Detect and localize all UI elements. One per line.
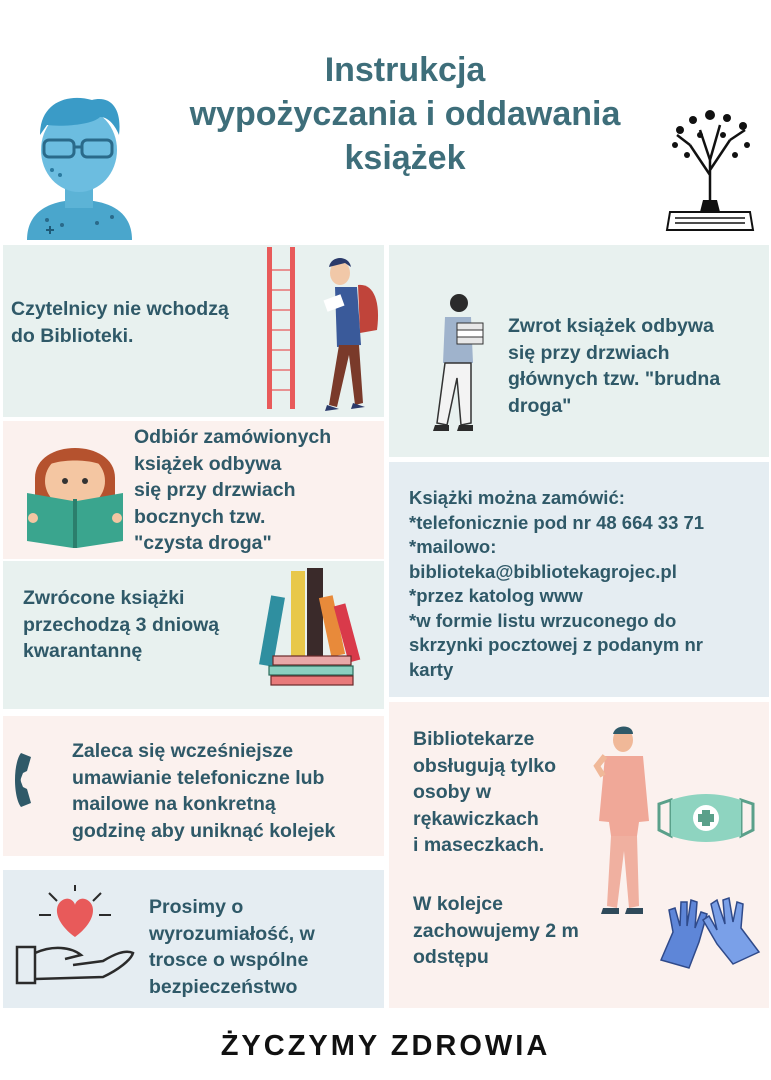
- text-line: *w formie listu wrzuconego do: [409, 609, 677, 631]
- page-title: [160, 48, 650, 180]
- text-line: zachowujemy 2 m: [413, 919, 579, 942]
- footer-wish: ŻYCZYMY ZDROWIA: [220, 1030, 551, 1062]
- text-line: Prosimy o: [149, 896, 244, 918]
- student-reading-icon: [265, 245, 381, 413]
- text-line: bezpieczeństwo: [149, 975, 298, 998]
- return-door-text: [508, 313, 720, 419]
- text-line: do Biblioteki.: [11, 324, 134, 347]
- text-line: Odbiór zamówionych: [134, 426, 332, 448]
- panel-return-door: [389, 245, 769, 457]
- header: [0, 0, 771, 240]
- no-entry-text: [11, 296, 229, 349]
- text-line: przechodzą 3 dniową: [23, 613, 220, 636]
- heart-in-hand-icon: [13, 885, 138, 985]
- order-text: [409, 486, 704, 682]
- panel-understanding: [3, 870, 384, 1008]
- doctor-icon: [595, 726, 655, 916]
- text-line: Bibliotekarze: [413, 728, 535, 750]
- text-line: Zaleca się wcześniejsze: [72, 740, 294, 762]
- text-line: *mailowo:: [409, 536, 497, 557]
- text-line: kwarantannę: [23, 640, 143, 662]
- text-line: głównych tzw. "brudna: [508, 368, 721, 390]
- title-line-2: wypożyczania i oddawania: [189, 95, 621, 133]
- phone-icon: [15, 751, 47, 809]
- title-line-3: książek: [344, 139, 466, 177]
- avatar-icon: [22, 95, 137, 240]
- text-line: *przez katolog www: [409, 585, 583, 606]
- quarantine-text: [23, 585, 219, 665]
- text-line: Zwrócone książki: [23, 587, 185, 609]
- text-line: i maseczkach.: [413, 834, 545, 856]
- text-line: umawianie telefoniczne lub: [72, 766, 325, 789]
- title-line-1: Instrukcja: [324, 51, 486, 89]
- text-line: droga": [508, 394, 572, 417]
- man-carrying-books-icon: [427, 293, 492, 438]
- text-line: "czysta droga": [134, 532, 272, 554]
- phone-text: [72, 738, 335, 844]
- text-line: Czytelnicy nie wchodzą: [11, 298, 229, 320]
- text-line: odstępu: [413, 946, 489, 968]
- library-tree-logo-icon: [665, 100, 755, 235]
- text-line: Zwrot książek odbywa: [508, 315, 714, 337]
- text-line: się przy drzwiach: [134, 479, 296, 501]
- text-line: *telefonicznie pod nr 48 664 33 71: [409, 511, 705, 533]
- text-line: książek odbywa: [134, 452, 282, 475]
- text-line: obsługują tylko: [413, 754, 557, 777]
- girl-reading-book-icon: [25, 433, 125, 548]
- text-line: mailowe na konkretną: [72, 793, 276, 815]
- panel-quarantine: [3, 561, 384, 709]
- face-mask-icon: [655, 794, 757, 842]
- text-line: osoby w: [413, 781, 492, 803]
- text-line: trosce o wspólne: [149, 949, 309, 971]
- text-line: Książki można zamówić:: [409, 487, 625, 508]
- text-line: się przy drzwiach: [508, 341, 670, 364]
- panel-pickup: [3, 421, 384, 559]
- text-line: rękawiczkach: [413, 807, 539, 830]
- text-line: godzinę aby uniknąć kolejek: [72, 819, 336, 842]
- panel-order: [389, 462, 769, 697]
- stack-of-books-icon: [253, 566, 373, 691]
- pickup-text: [134, 424, 331, 557]
- understanding-text: [149, 894, 315, 1000]
- text-line: skrzynki pocztowej z podanym nr: [409, 634, 704, 655]
- staff-text: [413, 726, 556, 859]
- text-line: biblioteka@bibliotekagrojec.pl: [409, 560, 677, 582]
- text-line: bocznych tzw.: [134, 505, 266, 528]
- text-line: karty: [409, 658, 454, 680]
- panel-phone: [3, 716, 384, 856]
- panel-staff: [389, 702, 769, 1008]
- panel-no-entry: [3, 245, 384, 417]
- gloves-icon: [655, 890, 765, 970]
- distance-text: [413, 891, 579, 971]
- text-line: W kolejce: [413, 893, 503, 915]
- text-line: wyrozumiałość, w: [149, 922, 315, 945]
